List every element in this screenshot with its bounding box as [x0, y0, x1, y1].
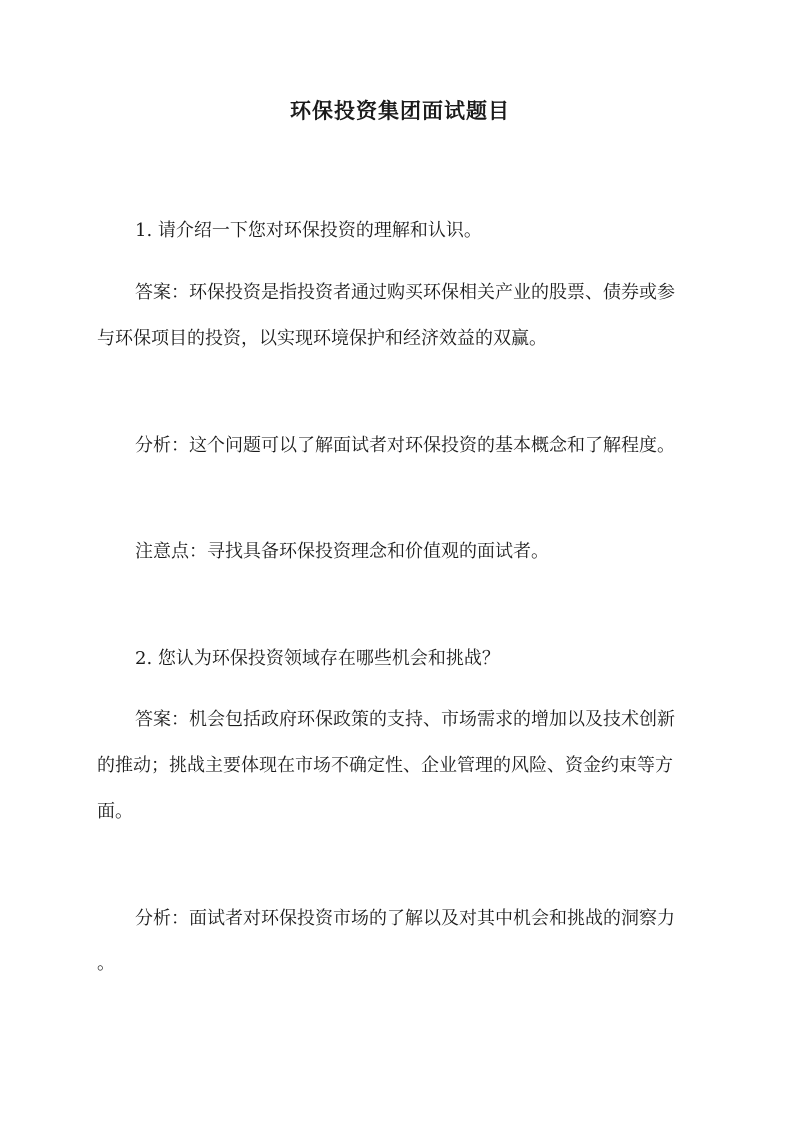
analysis-1: 分析：这个问题可以了解面试者对环保投资的基本概念和了解程度。: [135, 435, 675, 456]
answer-1-line-1: 答案：环保投资是指投资者通过购买环保相关产业的股票、债券或参: [135, 282, 675, 303]
document-title: 环保投资集团面试题目: [290, 98, 510, 123]
answer-2-line-1: 答案：机会包括政府环保政策的支持、市场需求的增加以及技术创新: [135, 709, 675, 730]
question-2: 2. 您认为环保投资领域存在哪些机会和挑战？: [135, 648, 500, 669]
question-1: 1. 请介绍一下您对环保投资的理解和认识。: [135, 220, 482, 241]
answer-2-line-2: 的推动；挑战主要体现在市场不确定性、企业管理的风险、资金约束等方: [97, 755, 673, 776]
analysis-2-line-1: 分析：面试者对环保投资市场的了解以及对其中机会和挑战的洞察力: [135, 908, 675, 929]
note-1: 注意点：寻找具备环保投资理念和价值观的面试者。: [135, 541, 549, 562]
analysis-2-line-2: 。: [97, 953, 115, 974]
answer-2-line-3: 面。: [97, 801, 133, 822]
answer-1-line-2: 与环保项目的投资，以实现环境保护和经济效益的双赢。: [97, 328, 547, 349]
